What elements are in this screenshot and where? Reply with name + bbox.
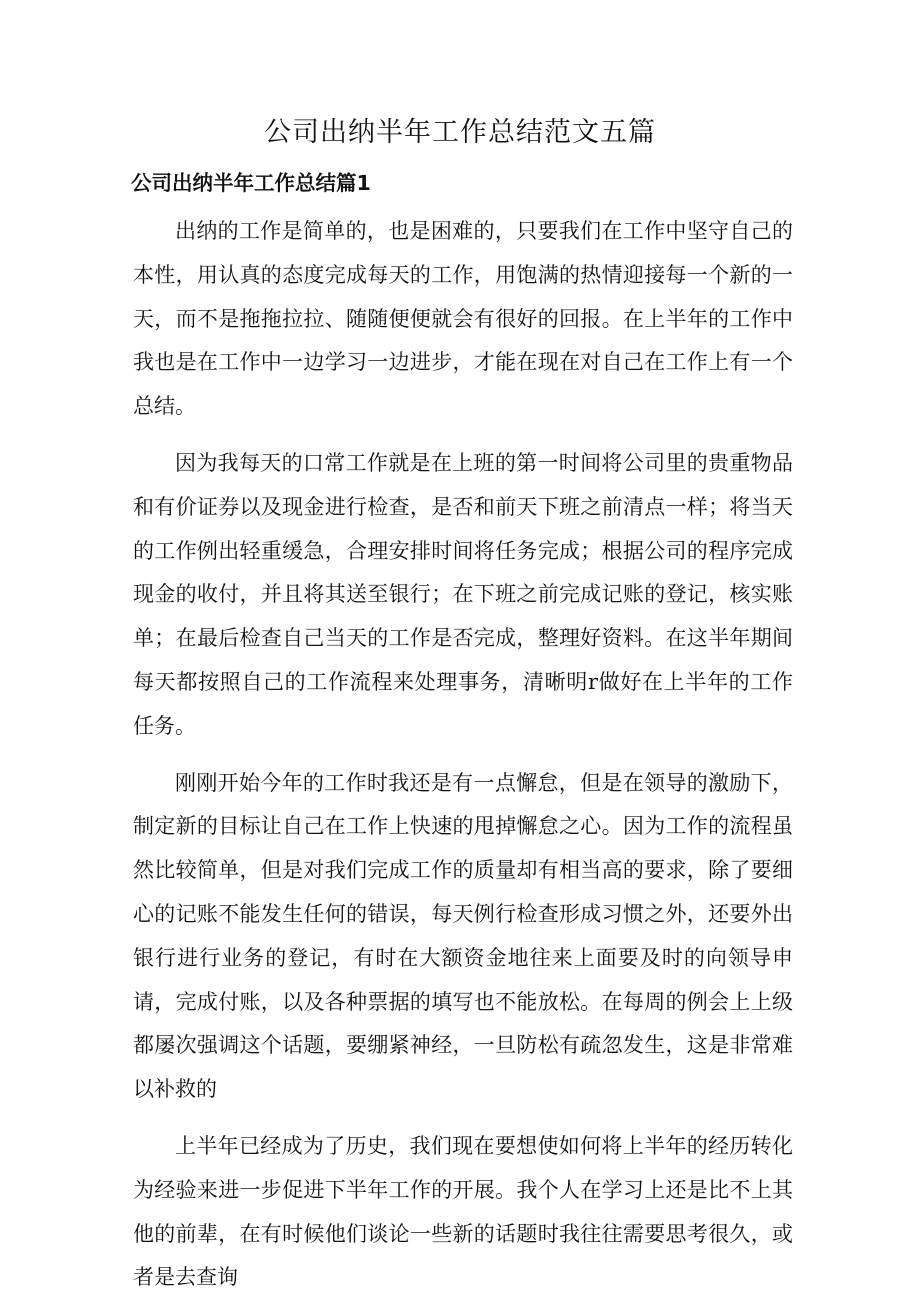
section-heading: 公司出纳半年工作总结篇1: [131, 171, 371, 195]
paragraph: 因为我每天的口常工作就是在上班的第一时间将公司里的贵重物品和有价证券以及现金进行检查，是否和前天下班之前清点一样；将当天的工作例出轻重缓急，合理安排时间将任务完成；根据公司的程序完成现金的收付，并且将其送至银行；在下班之前完成记账的登记，核实账单；在最后检查自己当天的工作是否完成，整理好资料。在这半年期间每天都按照自己的工作流程来处理事务，清晰明r做好在上半年的工作任务。: [133, 450, 793, 738]
body-text: [133, 210, 793, 1313]
document-title: 公司出纳半年工作总结范文五篇: [264, 117, 656, 148]
paragraph: 上半年已经成为了历史，我们现在要想使如何将上半年的经历转化为经验来进一步促进下半年工作的开展。我个人在学习上还是比不上其他的前辈，在有时候他们谈论一些新的话题时我往往需要思考很久，或者是去查询: [133, 1133, 793, 1290]
paragraph: 刚刚开始今年的工作时我还是有一点懈怠，但是在领导的激励下，制定新的目标让自己在工作上快速的甩掉懈怠之心。因为工作的流程虽然比较简单，但是对我们完成工作的质量却有相当高的要求，除了要细心的记账不能发生任何的错误，每天例行检查形成习惯之外，还要外出银行进行业务的登记，有时在大额资金地往来上面要及时的向领导申请，完成付账，以及各种票据的填写也不能放松。在每周的例会上上级都屡次强调这个话题，要绷紧神经，一旦防松有疏忽发生，这是非常难以补救的: [133, 770, 793, 1102]
paragraph: 出纳的工作是简单的，也是困难的，只要我们在工作中坚守自己的本性，用认真的态度完成每天的工作，用饱满的热情迎接每一个新的一天，而不是拖拖拉拉、随随便便就会有很好的回报。在上半年的工作中我也是在工作中一边学习一边进步，才能在现在对自己在工作上有一个总结。: [133, 219, 793, 419]
